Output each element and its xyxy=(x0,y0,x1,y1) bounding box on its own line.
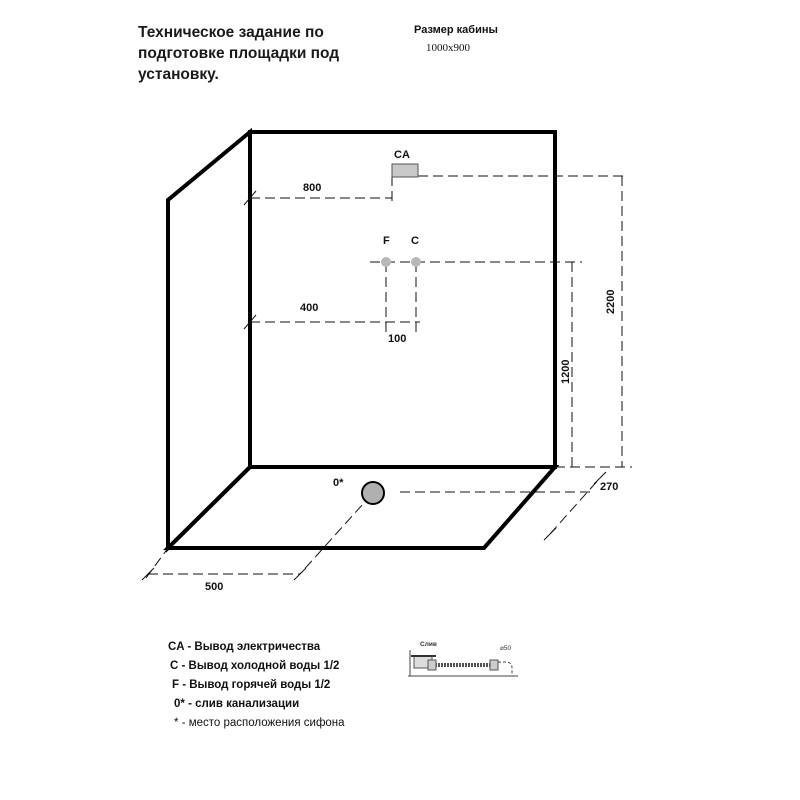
dim-270-line xyxy=(550,478,600,534)
drain-diagonal-line xyxy=(300,494,372,574)
legend-item-drain: 0* - слив канализации xyxy=(174,698,300,710)
inset-outlet-curve xyxy=(498,662,512,676)
cabin-size-value: 1000x900 xyxy=(426,42,470,54)
legend xyxy=(168,638,345,733)
drain-inset xyxy=(408,641,518,676)
dim-label-270: 270 xyxy=(600,481,619,493)
drain-outlet-marker xyxy=(362,482,384,504)
dim-label-1200: 1200 xyxy=(560,359,572,384)
legend-item-electric: CA - Вывод электричества xyxy=(168,641,321,653)
cabin-size-label: Размер кабины xyxy=(414,24,498,36)
side-wall xyxy=(168,132,250,548)
dim-label-100: 100 xyxy=(388,333,407,345)
inset-fitting xyxy=(428,660,436,670)
dim-label-2200: 2200 xyxy=(605,289,617,314)
legend-item-cold-water: C - Вывод холодной воды 1/2 xyxy=(170,660,340,672)
inset-fitting xyxy=(490,660,498,670)
title-line-3: установку. xyxy=(138,66,219,83)
electric-outlet-box xyxy=(392,164,418,177)
hot-water-outlet-marker xyxy=(381,257,391,267)
electric-outlet-label: CA xyxy=(394,149,410,161)
hot-water-label: F xyxy=(383,235,390,247)
dim-label-800: 800 xyxy=(303,182,322,194)
dim-label-500: 500 xyxy=(205,581,224,593)
cabin-outline xyxy=(168,132,555,548)
floor xyxy=(168,467,555,548)
tick xyxy=(294,568,306,580)
title-line-2: подготовке площадки под xyxy=(138,45,340,62)
cold-water-outlet-marker xyxy=(411,257,421,267)
back-wall xyxy=(250,132,555,467)
cold-water-label: C xyxy=(411,235,419,247)
title-line-1: Техническое задание по xyxy=(138,24,324,41)
dimension-ticks xyxy=(142,191,606,580)
tick xyxy=(544,528,556,540)
legend-item-hot-water: F - Вывод горячей воды 1/2 xyxy=(172,679,331,691)
drain-label: 0* xyxy=(333,477,344,489)
dim-label-400: 400 xyxy=(300,302,319,314)
drain-inset-label: Слив xyxy=(420,641,437,648)
drain-inset-diameter: ⌀50 xyxy=(500,645,512,652)
legend-item-siphon: * - место расположения сифона xyxy=(174,717,345,729)
